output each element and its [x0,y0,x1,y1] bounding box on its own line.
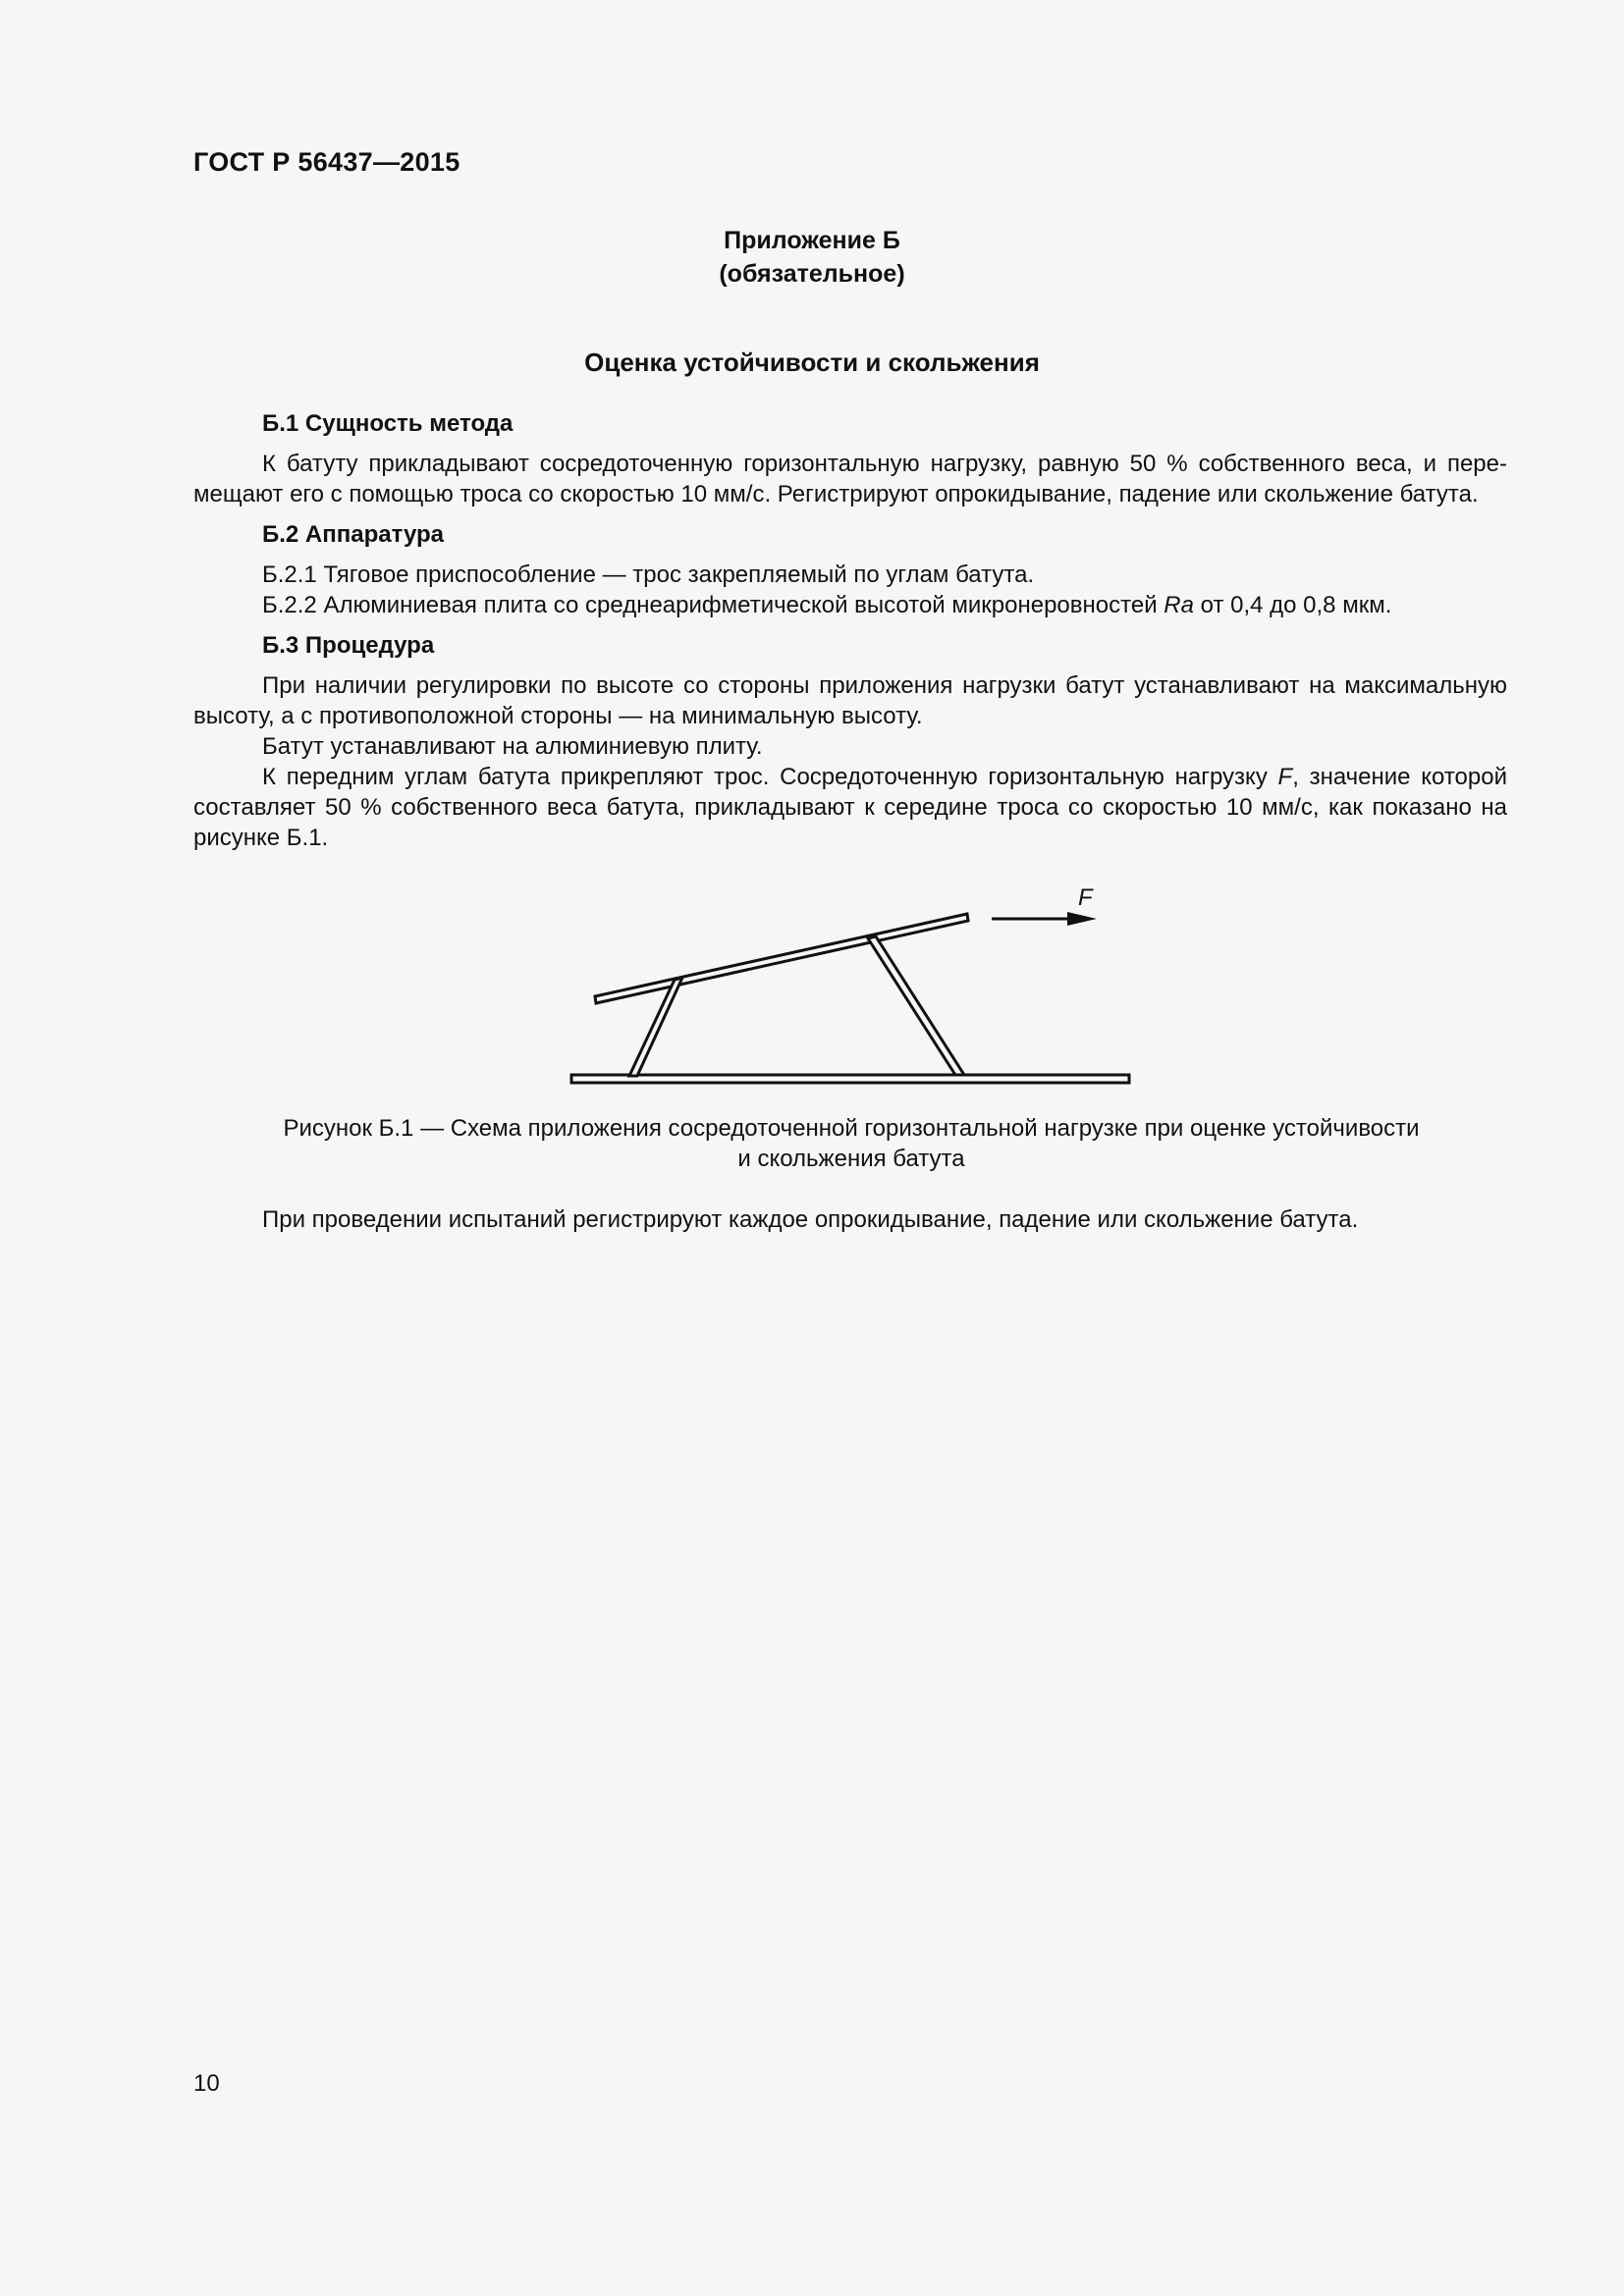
page-number: 10 [193,2070,220,2097]
base-plate [571,1075,1129,1083]
body-text [193,408,1507,853]
paragraph-b3-3-text: К передним углам батута прикрепляют трос. Сосредоточенную горизонтальную нагрузку [262,764,1278,790]
force-label: F [1078,884,1093,911]
paragraph-b3-3 [193,762,1507,853]
paragraph-b2-2-tail: от 0,4 до 0,8 мкм. [1193,592,1392,618]
force-arrow-head [1067,912,1097,926]
trampoline-bed [595,914,968,1003]
section-heading-b2: Б.2 Аппаратура [262,521,445,548]
paragraph-b3-1: При наличии регулировки по высоте со стороны приложения нагрузки батут устанавливают на максимальную высоту, а с противоположной стороны — на минимальную высоту. [193,672,1507,729]
annex-status: (обязательное) [719,260,905,288]
section-heading-b1: Б.1 Сущность метода [262,410,514,437]
standard-id-header: ГОСТ Р 56437—2015 [193,147,460,177]
section-heading-b3: Б.3 Процедура [262,632,435,659]
paragraph-b2-2-text: Б.2.2 Алюминиевая плита со среднеарифметической высотой микронеровностей [262,592,1164,618]
figure-caption [0,1113,1624,1174]
right-leg [868,936,964,1075]
paragraph-b3-3-tail: , значение которой составляет 50 % собственного веса батута, прикладывают к середине троса со скоростью 10 мм/с, как показано на рисунке Б.1. [193,764,1507,851]
force-symbol: F [1277,764,1293,790]
annex-label: Приложение Б [724,227,900,254]
paragraph-b2-1: Б.2.1 Тяговое приспособление — трос закрепляемый по углам батута. [262,561,1035,588]
paragraph-b2-2 [193,590,1507,620]
paragraph-b3-2: Батут устанавливают на алюминиевую плиту. [262,733,763,760]
figure-caption-line1: Рисунок Б.1 — Схема приложения сосредоточенной горизонтальной нагрузке при оценке устойчивости [283,1115,1420,1142]
annex-label-block [0,224,1624,291]
trampoline-load-diagram [560,879,1149,1095]
closing-paragraph: При проведении испытаний регистрируют каждое опрокидывание, падение или скольжение батута. [262,1206,1359,1233]
roughness-symbol: Ra [1164,592,1194,618]
annex-title: Оценка устойчивости и скольжения [584,347,1040,377]
figure-caption-line2: и скольжения батута [737,1146,965,1172]
paragraph-b1: К батуту прикладывают сосредоточенную горизонтальную нагрузку, равную 50 % собственного веса, и пере-мещают его с помощью троса со скоростью 10 мм/с. Регистрируют опрокидывание, падение или скольжение батута. [193,451,1507,507]
